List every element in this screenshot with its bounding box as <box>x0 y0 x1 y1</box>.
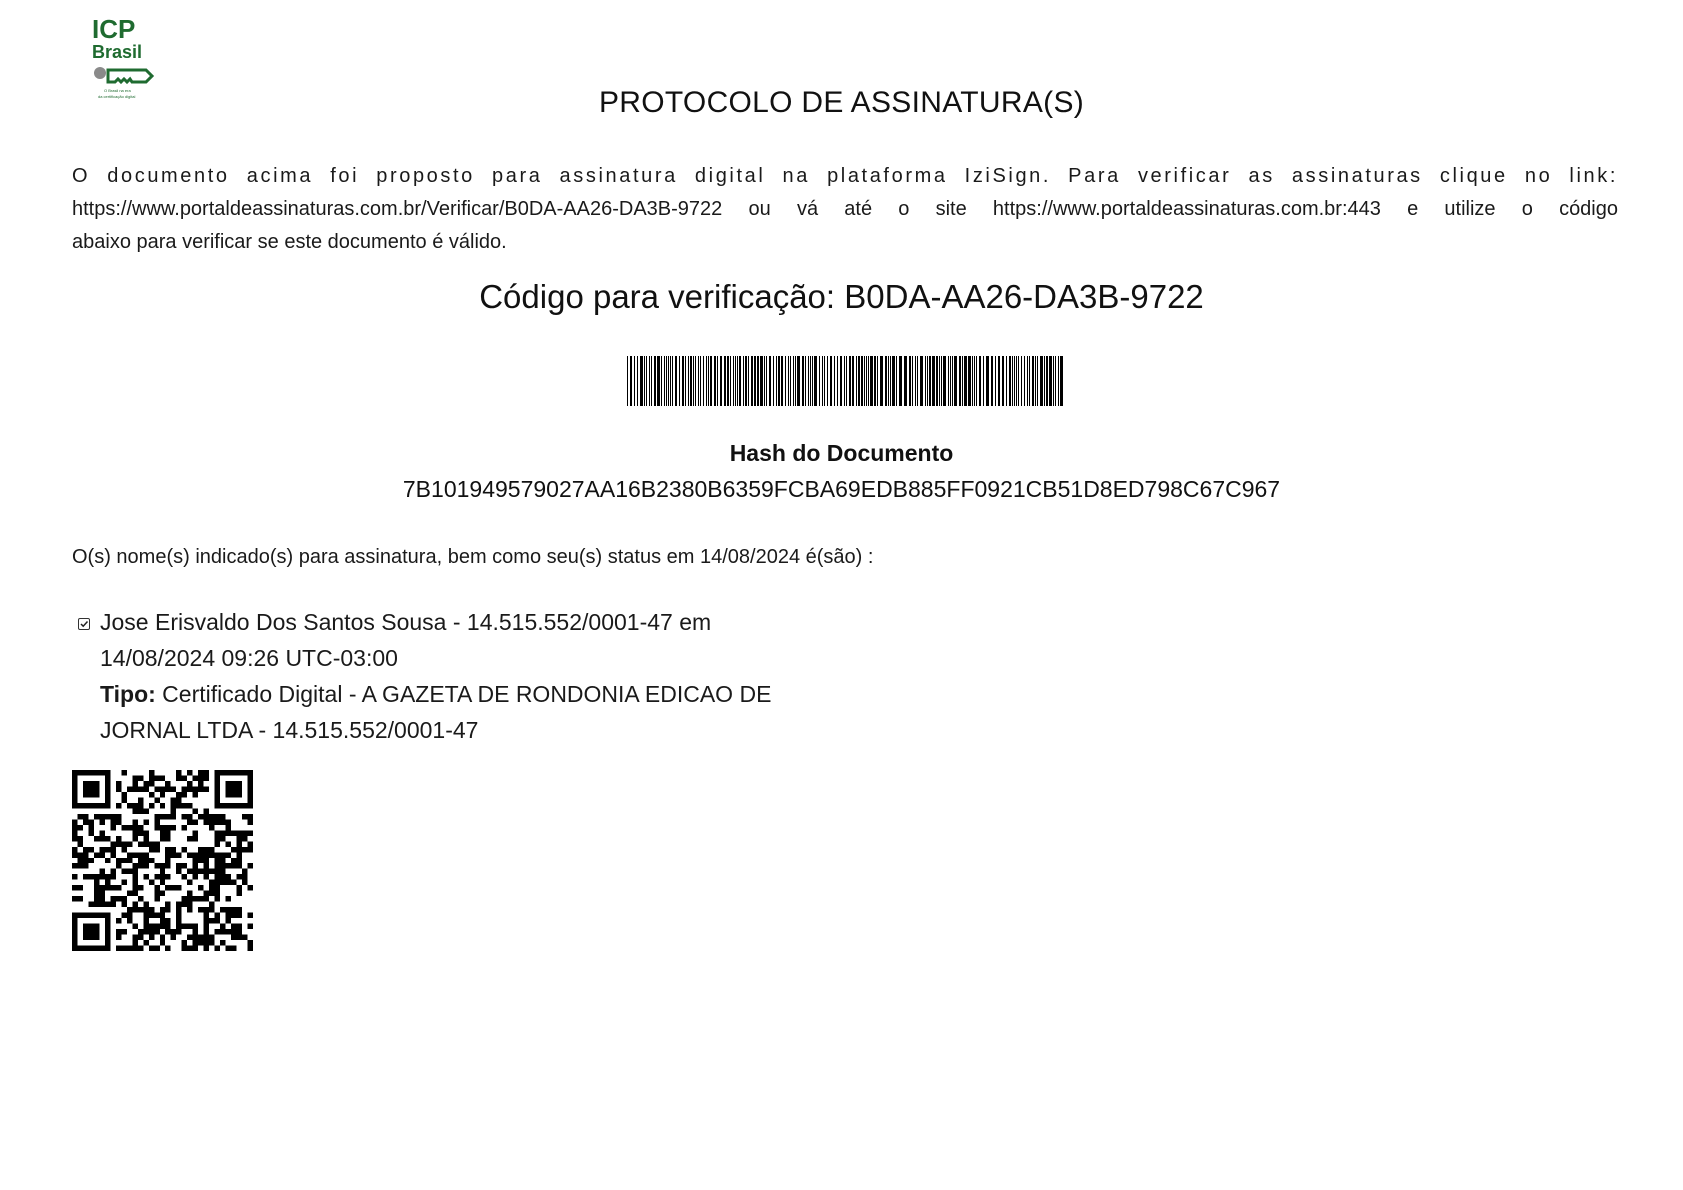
svg-text:O Brasil na era: O Brasil na era <box>104 88 131 93</box>
hash-value: 7B101949579027AA16B2380B6359FCBA69EDB885FF0921CB51D8ED798C67C967 <box>402 476 1281 502</box>
intro-line-3: abaixo para verificar se este documento é válido. <box>72 231 507 253</box>
intro-line-1: O documento acima foi proposto para assinatura digital na plataforma IziSign. Para verificar as assinaturas clique no link: <box>72 165 1618 187</box>
intro-line-2[interactable]: https://www.portaldeassinaturas.com.br/Verificar/B0DA-AA26-DA3B-9722 ou vá até o site https://www.portaldeassinaturas.com.br:443 e utilize o código <box>72 198 1618 220</box>
intro-paragraph <box>72 160 1618 259</box>
logo-text-icp: ICP <box>92 14 136 44</box>
signer-company: JORNAL LTDA - 14.515.552/0001-47 <box>100 717 479 743</box>
signer-type-value: Certificado Digital - A GAZETA DE RONDONIA EDICAO DE <box>155 681 772 707</box>
svg-text:da certificação digital: da certificação digital <box>98 94 136 99</box>
signer-name: Jose Erisvaldo Dos Santos Sousa - 14.515.552/0001-47 em <box>100 609 712 635</box>
logo-text-brasil: Brasil <box>92 42 143 62</box>
signer-datetime: 14/08/2024 09:26 UTC-03:00 <box>100 645 398 671</box>
signer-type-label: Tipo: <box>100 681 156 707</box>
page-title: PROTOCOLO DE ASSINATURA(S) <box>598 86 1085 119</box>
signers-intro: O(s) nome(s) indicado(s) para assinatura, bem como seu(s) status em 14/08/2024 é(são) : <box>72 546 874 568</box>
hash-label: Hash do Documento <box>729 440 954 466</box>
signer-type <box>100 676 860 712</box>
signer-entry <box>100 604 860 748</box>
qr-code[interactable] <box>72 770 253 951</box>
signed-checkbox-icon <box>78 618 90 630</box>
key-icon <box>94 67 106 79</box>
barcode <box>627 356 1065 406</box>
verification-code: Código para verificação: B0DA-AA26-DA3B-9722 <box>479 278 1204 315</box>
